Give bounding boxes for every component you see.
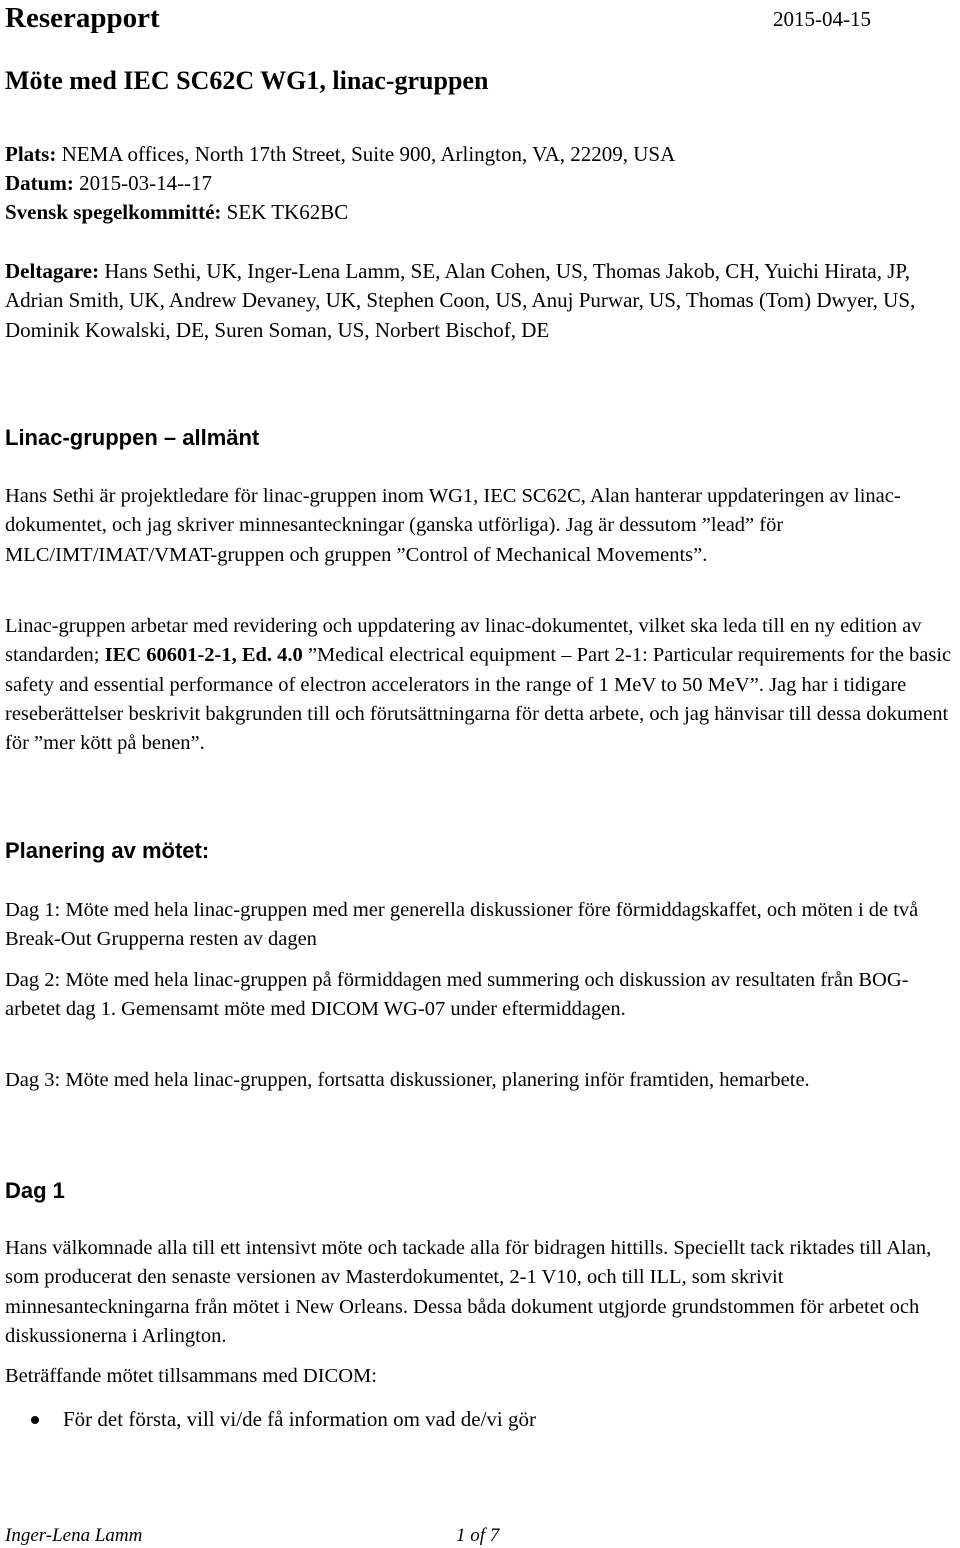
general-p2-text-before: Linac-gruppen arbetar med revidering och uppdatering av linac-dokumentet, vilket ska leda till en ny edition av standarden;: [5, 615, 922, 667]
general-p2-text-after: ”Medical electrical equipment – Part 2-1: Particular requirements for the basic safety and essential performance of electron accelerators in the range of 1 MeV to 50 MeV”. Jag har i tidigare reseberättelser beskrivit bakgrunden till och förutsättningarna för detta arbete, och jag hänvisar till dessa dokument för ”mer kött på benen”.: [5, 644, 952, 755]
report-date: 2015-04-15: [773, 7, 871, 31]
day1-paragraph-1: Hans välkomnade alla till ett intensivt möte och tackade alla för bidragen hittills. Speciellt tack riktades till Alan, som producerat den senaste versionen av Masterdokumentet, 2-1 V10, och till ILL, som skrivit minnesanteckningarna från mötet i New Orleans. Dessa båda dokument utgjorde grundstommen för arbetet och diskussionerna i Arlington.: [5, 1237, 932, 1347]
planning-day1: Dag 1: Möte med hela linac-gruppen med mer generella diskussioner före förmiddagskaffet, och möten i de två Break-Out Grupperna resten av dagen: [5, 899, 919, 951]
footer-author: Inger-Lena Lamm: [5, 1525, 143, 1546]
location-label: Plats:: [5, 142, 57, 166]
general-paragraph-1: Hans Sethi är projektledare för linac-gruppen inom WG1, IEC SC62C, Alan hanterar uppdateringen av linac-dokumentet, och jag skriver minnesanteckningar (ganska utförliga). Jag är dessutom ”lead” för MLC/IMT/IMAT/VMAT-gruppen och gruppen ”Control of Mechanical Movements”.: [5, 485, 901, 566]
date-value: 2015-03-14--17: [73, 171, 213, 195]
date-line: [5, 169, 212, 198]
bullet-icon: [31, 1416, 39, 1424]
planning-day2: Dag 2: Möte med hela linac-gruppen på förmiddagen med summering och diskussion av resultaten från BOG-arbetet dag 1. Gemensamt möte med DICOM WG-07 under eftermiddagen.: [5, 969, 909, 1021]
committee-value: SEK TK62BC: [221, 200, 349, 224]
participants-label: Deltagare:: [5, 259, 100, 283]
section-heading-day1: Dag 1: [5, 1178, 65, 1203]
committee-line: [5, 198, 348, 227]
participants-paragraph: [5, 257, 957, 345]
location-line: [5, 140, 675, 169]
footer-page-number: 1 of 7: [456, 1525, 500, 1546]
date-label: Datum:: [5, 171, 74, 195]
participants-value: Hans Sethi, UK, Inger-Lena Lamm, SE, Alan Cohen, US, Thomas Jakob, CH, Yuichi Hirata, JP, Adrian Smith, UK, Andrew Devaney, UK, Stephen Coon, US, Anuj Purwar, US, Thomas (Tom) Dwyer, US, Dominik Kowalski, DE, Suren Soman, US, Norbert Bischof, DE: [5, 259, 916, 342]
report-title: Reserapport: [5, 2, 160, 34]
day1-paragraph-2: Beträffande mötet tillsammans med DICOM:: [5, 1365, 377, 1387]
standard-reference: IEC 60601-2-1, Ed. 4.0: [104, 644, 303, 667]
committee-label: Svensk spegelkommitté:: [5, 200, 222, 224]
meeting-title: Möte med IEC SC62C WG1, linac-gruppen: [5, 66, 489, 95]
list-item-text: För det första, vill vi/de få information om vad de/vi gör: [63, 1407, 536, 1431]
planning-day3: Dag 3: Möte med hela linac-gruppen, fortsatta diskussioner, planering inför framtiden, hemarbete.: [5, 1069, 810, 1091]
section-heading-general: Linac-gruppen – allmänt: [5, 425, 260, 450]
general-paragraph-2: [5, 612, 957, 758]
section-heading-planning: Planering av mötet:: [5, 838, 210, 863]
location-value: NEMA offices, North 17th Street, Suite 900, Arlington, VA, 22209, USA: [56, 142, 676, 166]
